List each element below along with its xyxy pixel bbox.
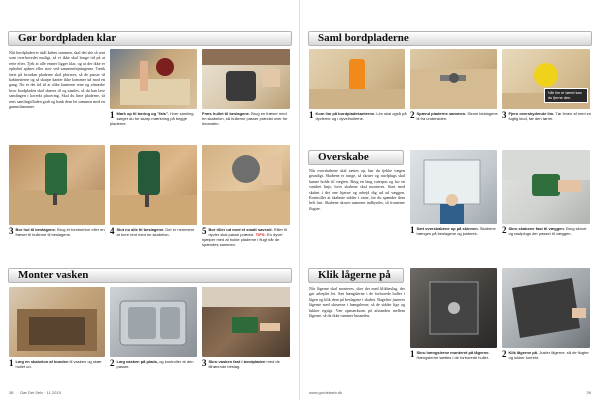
caption-number: 2 (502, 349, 507, 359)
caption-step-4 (110, 227, 198, 237)
caption-number: 2 (110, 358, 115, 368)
caption-sink-step-1 (9, 359, 107, 369)
website-url: www.gordetselv.dk (309, 390, 343, 395)
caption-number: 3 (9, 226, 14, 236)
caption-sink-step-3 (202, 359, 292, 369)
caption-title: Fjern overskydende lim. (508, 111, 555, 116)
photo-cabinet-step-2 (502, 150, 590, 224)
caption-number: 1 (410, 225, 415, 235)
photo-sink-step-2 (110, 287, 197, 357)
caption-door-step-2 (502, 350, 592, 360)
photo-glue-step-1 (309, 49, 405, 109)
tips-text: En dyvel hjælper med at holde pladerne i flugt når de spændes sammen. (202, 232, 283, 247)
caption-text: Brug et forstnerbor eller en fræser til hullerne til beslagene. (15, 227, 105, 237)
caption-title: Læg en skabelon af bunden (15, 359, 69, 364)
caption-title: Klik lågerne på. (508, 350, 539, 355)
section-title-join-countertops: Saml bordpladerne (308, 31, 592, 46)
caption-step-3 (9, 227, 107, 237)
caption-number: 1 (309, 110, 314, 120)
photo-step-5 (202, 145, 290, 225)
caption-sink-step-2 (110, 359, 198, 369)
caption-door-step-1 (410, 350, 498, 360)
caption-text: og kontroller at den passer. (116, 359, 194, 369)
photo-step-1 (110, 49, 197, 109)
caption-title: Mark op til boring og "fals". (116, 111, 169, 116)
caption-title: Skru skabene fast til væggen. (508, 226, 565, 231)
caption-wipe-step-3 (502, 111, 592, 121)
section-title-prepare-countertop: Gør bordpladen klar (8, 31, 292, 46)
caption-number: 2 (502, 225, 507, 235)
section-body-text: Når lågerne skal monteres, sker det med klikbeslag, der gør arbejdet let. Sæt hængslerne i de forborede huller i lågen og klik dem på beslagene i skabet. Bagefter justeres lågerne med skruerne i hængslerne, så de sidder lige og lukker rigtigt. Vær opmærksom på afstanden mellem lågerne, så de ikke rammer hinanden. (309, 286, 405, 319)
caption-title: Skru vasken fast i bordpladen (208, 359, 266, 364)
caption-number: 3 (502, 110, 507, 120)
caption-text: Riller til dyvler skal passe præcist. (208, 227, 287, 237)
caption-cabinet-step-1 (410, 226, 498, 236)
caption-cabinet-step-2 (502, 226, 592, 236)
photo-sink-step-3 (202, 287, 290, 357)
page-number: 38 (9, 390, 14, 395)
caption-step-2 (202, 111, 292, 126)
tips-label: TIPS: (255, 232, 266, 237)
caption-title: Bor hul til beslagene. (15, 227, 56, 232)
caption-number: 1 (110, 110, 115, 120)
caption-text: Tør limen af med en fugtig klud, før den tørrer. (508, 111, 592, 121)
caption-glue-step-1 (309, 111, 407, 121)
caption-number: 5 (202, 226, 207, 236)
photo-step-4 (110, 145, 197, 225)
caption-number: 1 (9, 358, 14, 368)
page-number: 39 (586, 390, 591, 395)
section-body-text: Når bordpladen er skål købes sammen, skal det ske så rent som overhovedet muligt, så vi ikke skal bruge tid på at rette efter. Tjek at alle emner ligger klar, og at der ikke er ophobet spåner eller støv ved sammenføjningerne. Tænk først på hvordan pladerne skal placeres, så de passer til kabinetterne og så skarpe kanter ikke kommer ud mod en gang. Nu er det tid til at slibe kanterne rene og afmærke hvor bordpladen skal skæres til og samles, så du kan lave samlingen i korrekt placering. Skal du lime pladerne, så rens samlingsfladen godt og bank dem let sammen med en gummihammer. (9, 50, 105, 110)
photo-clamp-step-2 (410, 49, 497, 109)
photo-door-step-2 (502, 268, 590, 348)
section-title-mount-sink: Monter vasken (8, 268, 292, 283)
photo-cabinet-step-1 (410, 150, 497, 224)
caption-clamp-step-2 (410, 111, 498, 121)
photo-callout: Når lim er tørret kan du fjerne den. (544, 88, 588, 103)
caption-text: Stram beslagene til fra undersiden. (416, 111, 498, 121)
caption-text: Brug en fræser med en skabelon, så hullerne passer præcist over for hinanden. (202, 111, 288, 126)
caption-text: Skabene hænges på beslagene og justeres. (416, 226, 496, 236)
caption-text: Brug skruer og rawlplugs der passer til væggen. (508, 226, 587, 236)
caption-text: Justér lågerne, så de flugter og lukker korrekt. (508, 350, 589, 360)
right-page (300, 0, 600, 400)
photo-door-step-1 (410, 268, 497, 348)
magazine-issue: Gør Det Selv · 11 2015 (20, 390, 61, 395)
caption-title: Slut nu alle til beslagene. (116, 227, 165, 232)
caption-step-5 (202, 227, 292, 247)
caption-number: 2 (410, 110, 415, 120)
caption-text: Det er nemmere at bore rent med en skabelon. (116, 227, 195, 237)
caption-title: Spænd pladerne sammen. (416, 111, 467, 116)
section-body-text: Når overskabene skal sættes op, bør du tjekke vægen grundigt. Skabene er tunge, så skruer og rawlplugs skal kunne holde til vægten. Brug en lang vaterpas og lav en vandret linje, hvor skabene skal monteres. Start med skabet i det ene hjørne og arbejd dig ud ad væggen. Kontroller at skabene sidder i vater, før du spænder dem helt fast. Skabene skrues sammen indbyrdes, så fronterne flugter. (309, 168, 405, 211)
caption-number: 4 (110, 226, 115, 236)
caption-title: Kom lim på bordpladekanterne. (315, 111, 376, 116)
caption-title: Skru hængslerne monteret på lågerne. (416, 350, 490, 355)
section-title-click-doors: Klik lågerne på (308, 268, 404, 283)
caption-title: Læg vasken på plads, (116, 359, 159, 364)
caption-number: 1 (410, 349, 415, 359)
section-title-wall-cabinets: Overskabe (308, 150, 404, 165)
photo-step-3 (9, 145, 105, 225)
caption-title: Fræs hullet til beslagene. (202, 111, 251, 116)
caption-text: Hver samling sørger du for skarp mærkning på begge pladerne. (110, 111, 194, 126)
caption-text: Hængslerne sættes i de forborede huller. (416, 355, 489, 360)
caption-title: Sæt overskabene op på skinnen. (416, 226, 479, 231)
caption-step-1 (110, 111, 198, 126)
caption-number: 3 (202, 358, 207, 368)
caption-text: Lim skal også på dyvlerne og i dyvelhullerne. (315, 111, 407, 121)
caption-text: med de tilhørende beslag. (208, 359, 280, 369)
photo-step-2 (202, 49, 290, 109)
caption-text: til vasken og skær hullet ud. (15, 359, 102, 369)
photo-sink-step-1 (9, 287, 105, 357)
caption-title: Bor riller ud med et smalt savsnit. (208, 227, 273, 232)
